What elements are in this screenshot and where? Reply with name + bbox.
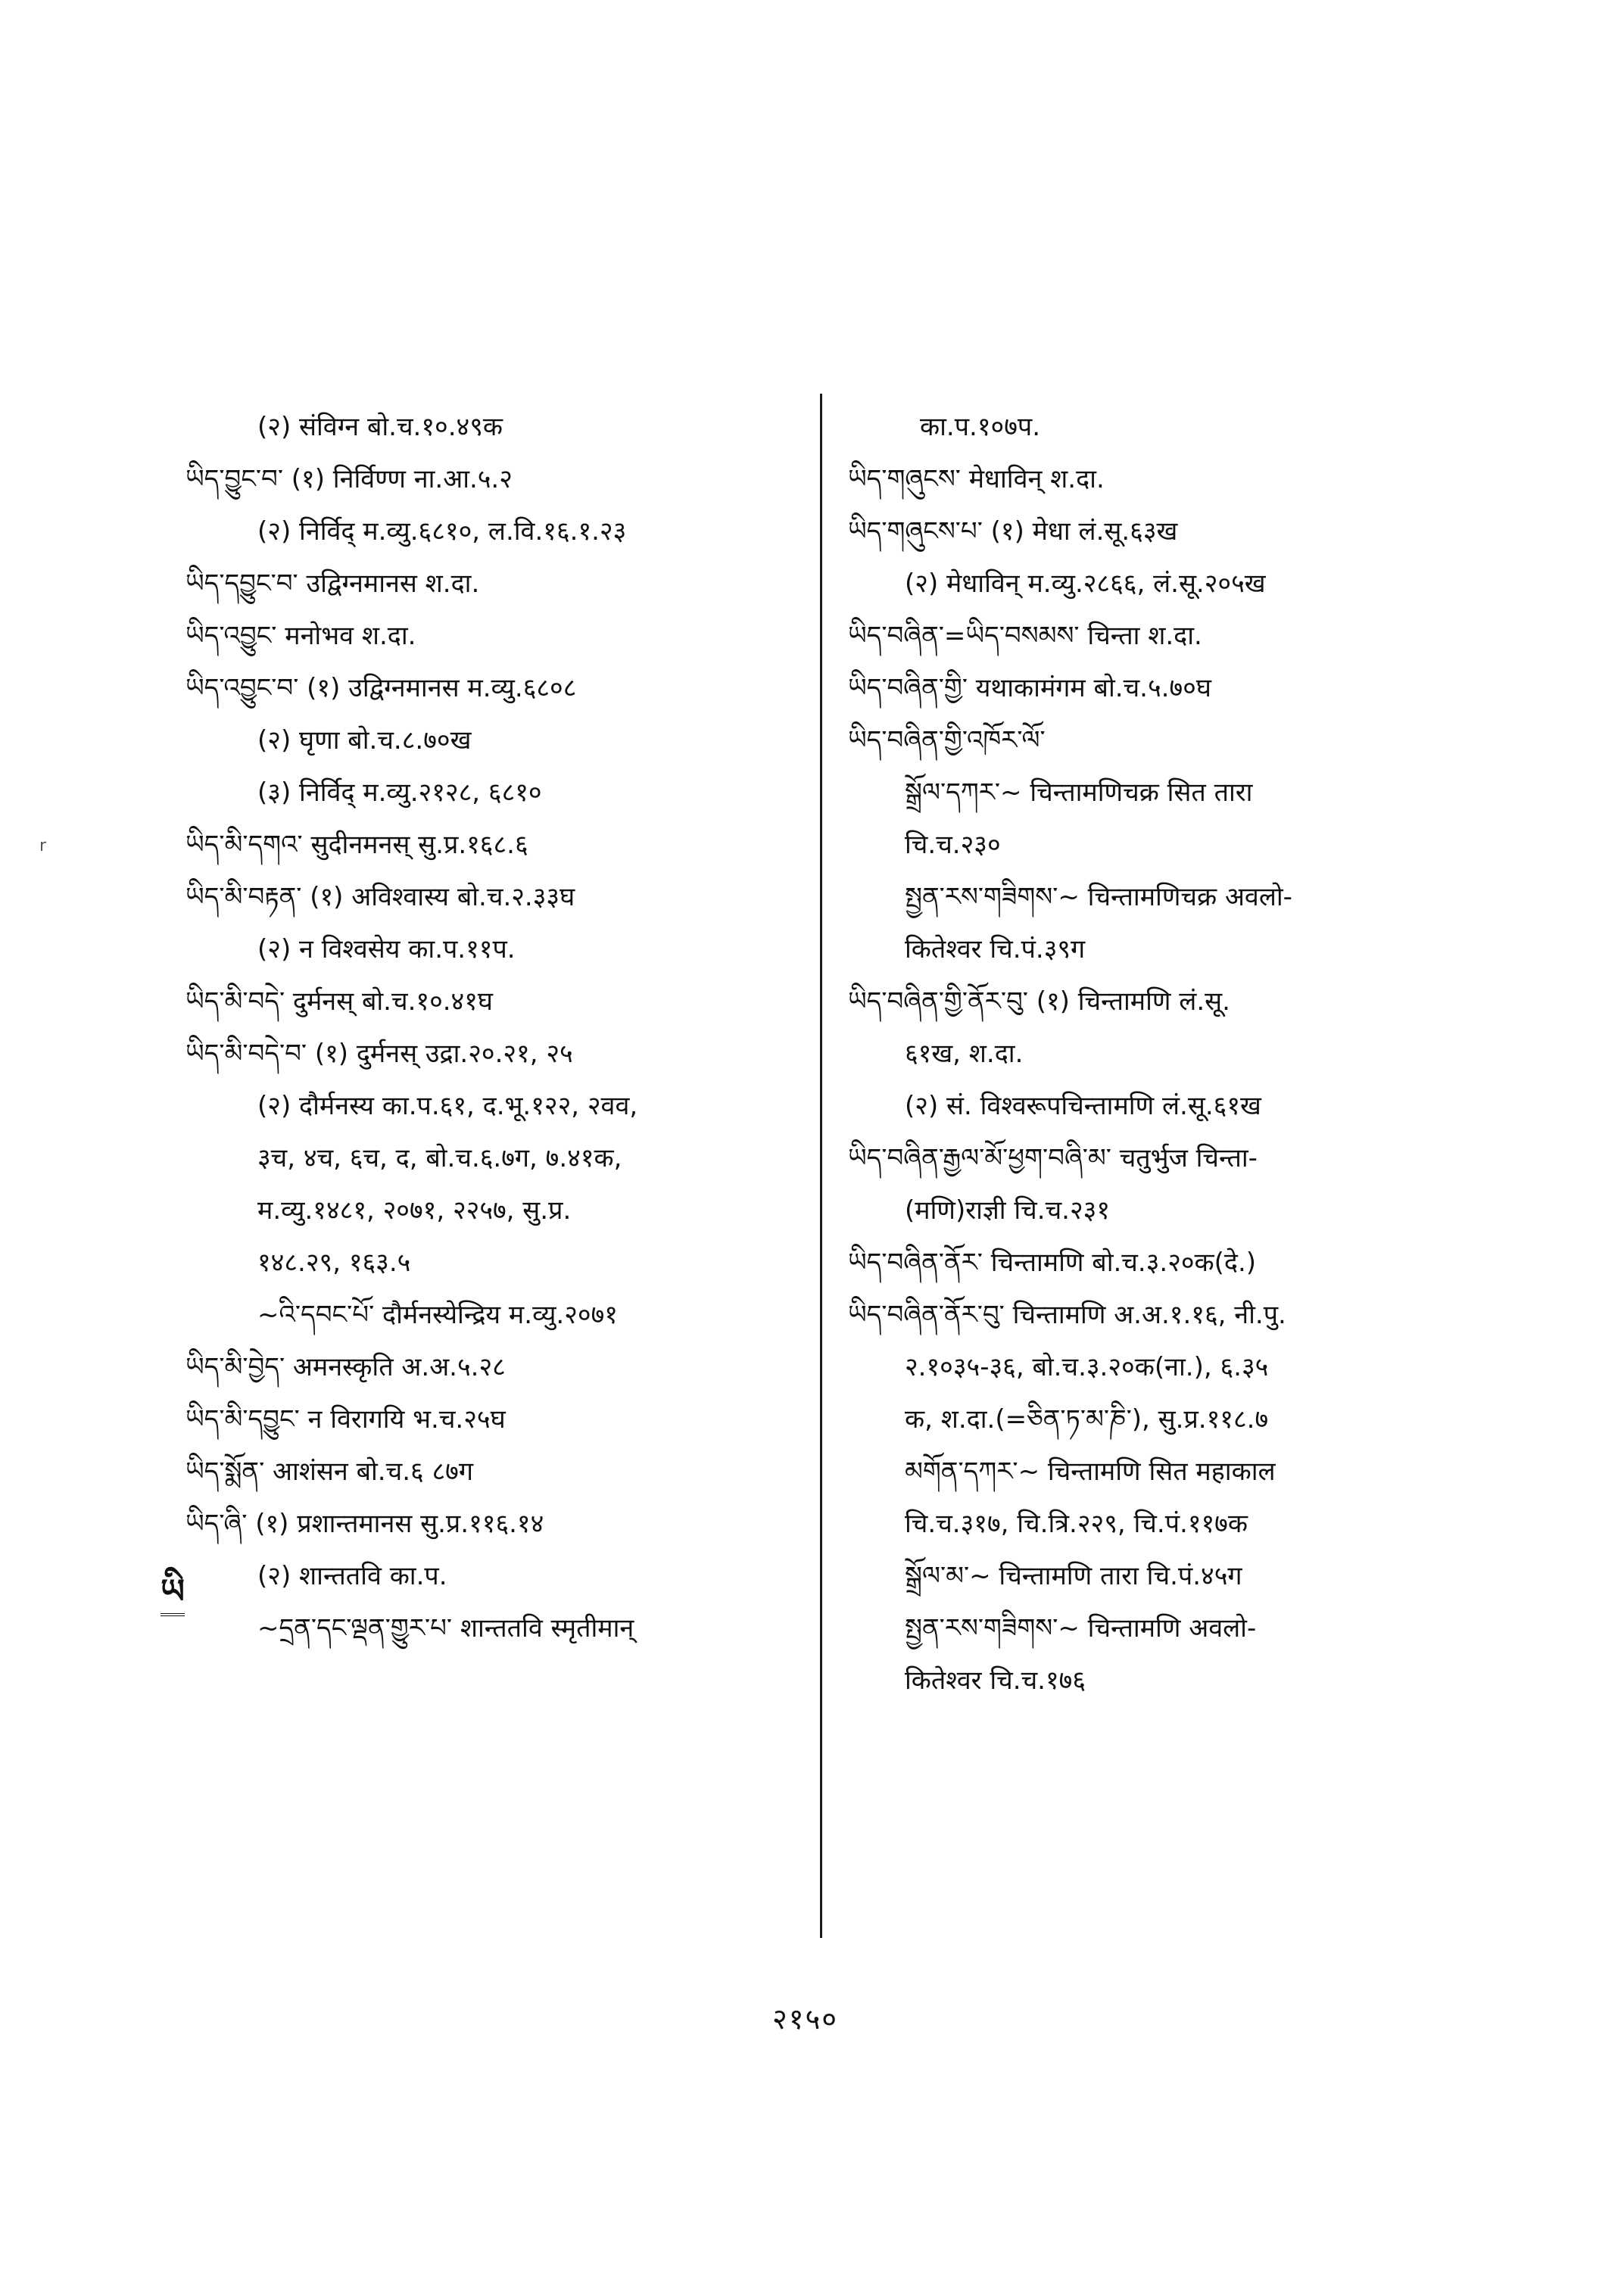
dictionary-line: ཡིད་བཞིན་ནོར་ चिन्तामणि बो.च.३.२०क(दे.) [848,1248,1257,1278]
dictionary-line: (३) निर्विद् म.व्यु.२१२८, ६८१० [257,777,542,808]
dictionary-line: ཡིད་འབྱུང་ मनोभव श.दा. [185,621,416,651]
dictionary-line: སྤྱན་རས་གཟིགས་~ चिन्तामणिचक्र अवलो- [905,882,1292,912]
dictionary-line: ཡིད་མི་བརྟན་ (१) अविश्वास्य बो.च.२.३३घ [185,882,575,912]
dictionary-line: क, श.दा.(=ཅིན་ཏ་མ་ཎི་), सु.प्र.११८.७ [905,1404,1269,1435]
margin-letter-marker: ཡི [161,1571,185,1616]
dictionary-line: ~དྲན་དང་ལྡན་གྱུར་པ་ शान्ततवि स्मृतीमान् [257,1613,634,1643]
dictionary-line: སྤྱན་རས་གཟིགས་~ चिन्तामणि अवलो- [905,1613,1257,1643]
right-column [848,405,1469,1711]
dictionary-line: སྒྲོལ་དཀར་~ चिन्तामणिचक्र सित तारा [905,777,1253,808]
dictionary-line: चि.च.२३० [905,830,1001,860]
dictionary-line: ཡིད་ཞི་ (१) प्रशान्तमानस सु.प्र.११६.१४ [185,1509,544,1539]
dictionary-line: ཡིད་བཞིན་གྱི་ यथाकामंगम बो.च.५.७०घ [848,673,1211,703]
dictionary-line: ཡིད་བཞིན་རྒྱལ་མོ་ཕྱག་བཞི་མ་ चतुर्भुज चिन्ता- [848,1143,1258,1173]
dictionary-line: (२) न विश्वसेय का.प.११प. [257,934,516,964]
dictionary-line: ཡིད་མི་དབྱུང་ न विरागयि भ.च.२५घ [185,1404,506,1435]
dictionary-line: (२) घृणा बो.च.८.७०ख [257,725,472,756]
dictionary-line: (२) संविग्न बो.च.१०.४९क [257,412,503,442]
dictionary-line: (२) मेधाविन् म.व्यु.२८६६, लं.सू.२०५ख [905,569,1266,599]
dictionary-line: ६१ख, श.दा. [905,1039,1024,1069]
dictionary-line: (२) निर्विद् म.व्यु.६८१०, ल.वि.१६.१.२३ [257,516,627,547]
dictionary-line: མགོན་དཀར་~ चिन्तामणि सित महाकाल [905,1456,1276,1487]
dictionary-line: ཡིད་དབྱུང་བ་ उद्विग्नमानस श.दा. [185,569,480,599]
dictionary-line: (मणि)राज्ञी चि.च.२३१ [905,1195,1111,1226]
dictionary-line: ~འི་དབང་པོ་ दौर्मनस्येन्द्रिय म.व्यु.२०७१ [257,1300,618,1330]
dictionary-line: ཡིད་བཞིན་=ཡིད་བསམས་ चिन्ता श.दा. [848,621,1202,651]
dictionary-line: ཡིད་བྱུང་བ་ (१) निर्विण्ण ना.आ.५.२ [185,464,513,494]
dictionary-line: ཡིད་བཞིན་གྱི་ནོར་བུ་ (१) चिन्तामणि लं.सू. [848,986,1230,1017]
dictionary-line: १४८.२९, १६३.५ [257,1248,411,1278]
dictionary-line: ཡིད་བཞིན་གྱི་འཁོར་ལོ་ [848,725,1046,756]
dictionary-line: སྒྲོལ་མ་~ चिन्तामणि तारा चि.पं.४५ग [905,1561,1242,1591]
scan-speck: r [39,837,47,855]
dictionary-line: का.प.१०७प. [920,412,1041,442]
dictionary-line: म.व्यु.१४८१, २०७१, २२५७, सु.प्र. [257,1195,572,1226]
dictionary-line: ཡིད་གཞུངས་ मेधाविन् श.दा. [848,464,1105,494]
dictionary-line: ཡིད་མི་བྱེད་ अमनस्कृति अ.अ.५.२८ [185,1352,506,1382]
dictionary-line: ཡིད་མི་དགའ་ सुदीनमनस् सु.प्र.१६८.६ [185,830,528,860]
dictionary-line: (२) शान्ततवि का.प. [257,1561,447,1591]
dictionary-line: (२) दौर्मनस्य का.प.६१, द.भू.१२२, २वव, [257,1091,638,1121]
left-column [185,405,806,1659]
dictionary-line: ཡིད་སྨོན་ आशंसन बो.च.६ ८७ग [185,1456,473,1487]
dictionary-line: ཡིད་གཞུངས་པ་ (१) मेधा लं.सू.६३ख [848,516,1178,547]
dictionary-line: ཡིད་བཞིན་ནོར་བུ་ चिन्तामणि अ.अ.१.१६, नी.पु. [848,1300,1286,1330]
dictionary-line: ཡིད་འབྱུང་བ་ (१) उद्विग्नमानस म.व्यु.६८०८ [185,673,577,703]
page-number: २१५० [772,2002,839,2036]
dictionary-line: ३च, ४च, ६च, द, बो.च.६.७ग, ७.४१क, [257,1143,622,1173]
column-divider [820,394,822,1938]
dictionary-line: २.१०३५-३६, बो.च.३.२०क(ना.), ६.३५ [905,1352,1269,1382]
dictionary-line: चि.च.३१७, चि.त्रि.२२९, चि.पं.११७क [905,1509,1248,1539]
dictionary-line: (२) सं. विश्वरूपचिन्तामणि लं.सू.६१ख [905,1091,1261,1121]
dictionary-line: ཡིད་མི་བདེ་བ་ (१) दुर्मनस् उद्रा.२०.२१, २५ [185,1039,573,1069]
dictionary-line: कितेश्वर चि.पं.३९ग [905,934,1086,964]
dictionary-line: कितेश्वर चि.च.१७६ [905,1665,1086,1696]
dictionary-line: ཡིད་མི་བདེ་ दुर्मनस् बो.च.१०.४१घ [185,986,494,1017]
